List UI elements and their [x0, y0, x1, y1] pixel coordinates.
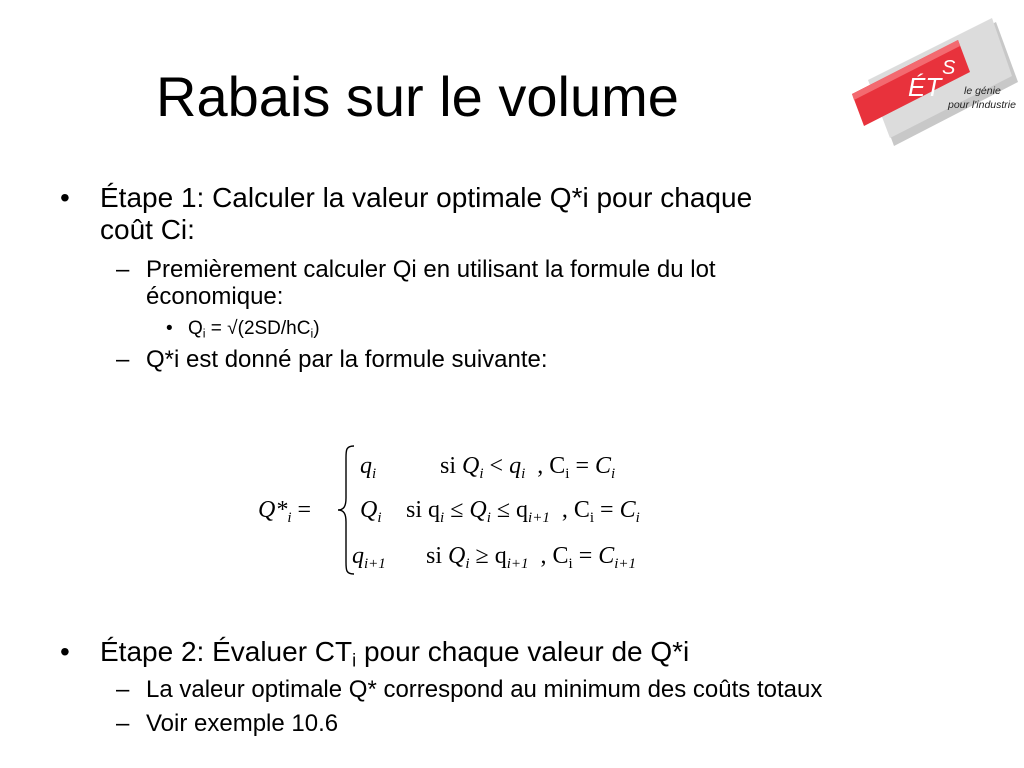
valeur-optimale-text: La valeur optimale Q* correspond au minimum des coûts totaux	[146, 676, 823, 703]
logo-letters-main: ÉT	[908, 72, 942, 102]
step-1-line-2: coût Ci:	[100, 214, 195, 245]
dash-mark: –	[116, 346, 130, 373]
eoq-formula-text: $Q_i = √(2SD/hC_i)$	[188, 318, 320, 341]
bullet-mark-small: •	[166, 318, 173, 339]
formula-row-2: $Q_i$	[360, 497, 382, 526]
formula-row-2-condition: si $q_i \le Q_i \le q_{i+1}$ , $C_i = C_i$	[406, 497, 640, 526]
dash-mark: –	[116, 676, 130, 703]
bullet-mark: •	[60, 636, 70, 667]
ets-logo	[846, 14, 1022, 154]
premierement-line-2: économique:	[146, 283, 284, 310]
logo-letters-super: S	[942, 57, 956, 79]
formula-row-1-condition: si $Q_i < q_i$ , $C_i = C_i$	[440, 453, 616, 482]
step-1-line-1: Étape 1: Calculer la valeur optimale Q*i pour chaque	[100, 182, 753, 213]
bullet-mark: •	[60, 182, 70, 213]
logo-tagline-1: le génie	[964, 85, 1001, 97]
voir-exemple-text: Voir exemple 10.6	[146, 710, 339, 737]
formula-row-1: $q_i$	[360, 453, 377, 482]
logo-tagline-2: pour l'industrie	[948, 99, 1016, 111]
piecewise-formula	[240, 430, 720, 590]
slide-title: Rabais sur le volume	[156, 65, 679, 128]
premierement-line-1: Premièrement calculer Qi en utilisant la formule du lot	[146, 256, 716, 283]
ets-logo-graphic	[846, 14, 1022, 154]
step-2-text: Étape 2: Évaluer $CT_i$ pour chaque valeur de Q*i	[100, 636, 690, 671]
dash-mark: –	[116, 710, 130, 737]
dash-mark: –	[116, 256, 130, 283]
formula-lhs: $Q*_i$ =	[258, 497, 312, 526]
formula-row-3: $q_{i+1}$	[352, 543, 386, 572]
formula-row-3-condition: si $Q_i \ge q_{i+1}$ , $C_i = C_{i+1}$	[426, 543, 637, 572]
qstar-text: Q*i est donné par la formule suivante:	[146, 346, 548, 373]
